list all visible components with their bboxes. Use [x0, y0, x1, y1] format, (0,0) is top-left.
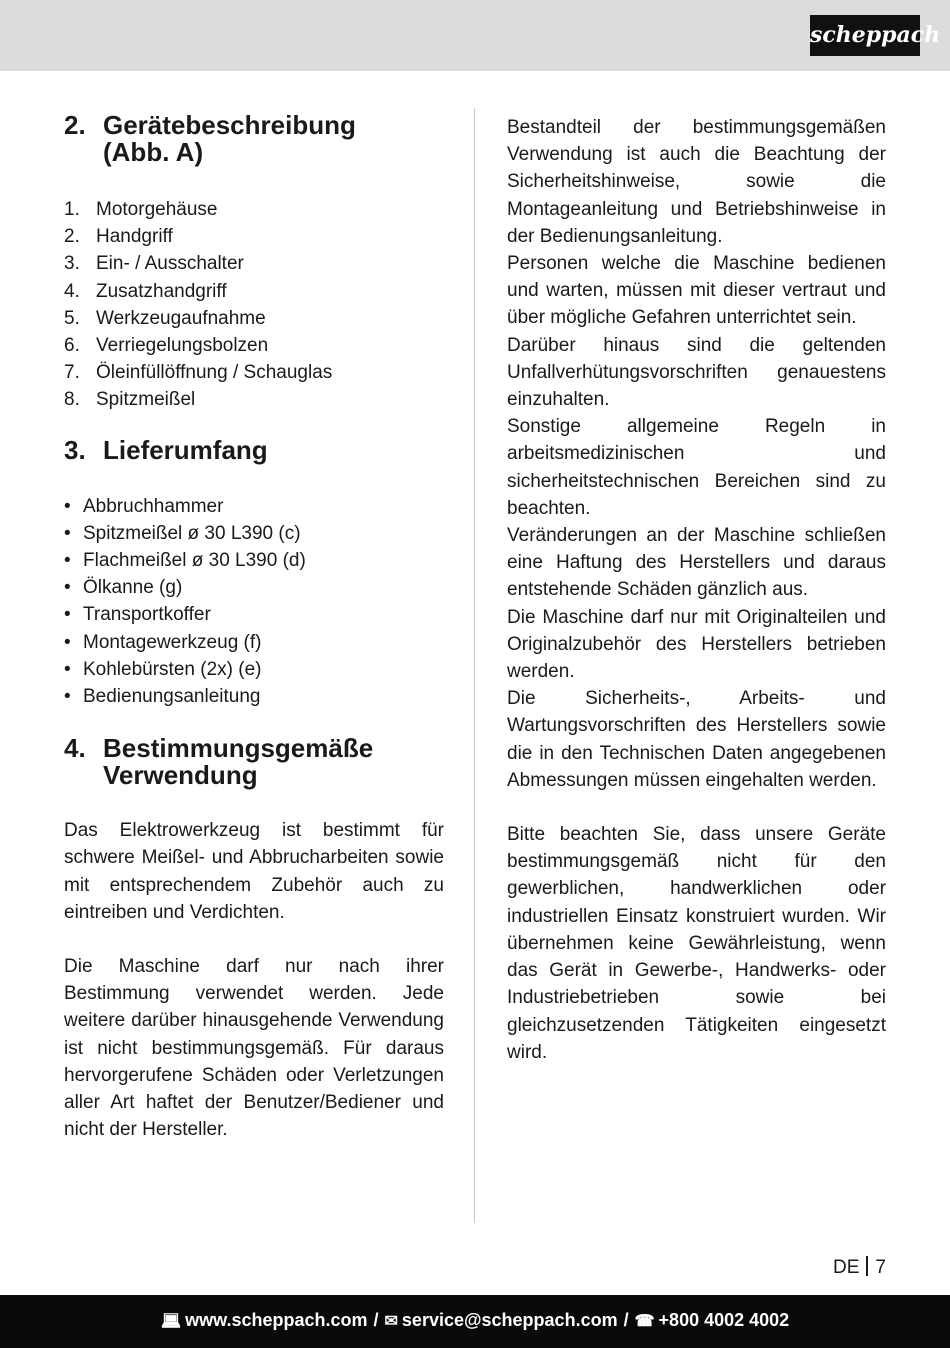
parts-list-item: 1. Motorgehäuse	[64, 199, 218, 220]
scope-list-item: • Abbruchhammer	[64, 495, 224, 517]
scope-list-item: • Kohlebürsten (2x) (e)	[64, 658, 262, 680]
scheppach-logo: scheppach	[810, 15, 920, 56]
intended-use-paragraph: Das Elektrowerkzeug ist bestimmt für schwere Meißel- und Abbrucharbeiten sowie mit entsprechendem Zubehör auch zu eintreiben und Verdichten.	[64, 820, 444, 923]
delivery-scope-list	[64, 493, 444, 711]
paragraph-modifications: Veränderungen an der Maschine schließen eine Haftung des Herstellers und daraus entstehende Schäden gänzlich aus.	[507, 525, 886, 601]
section-3-heading: 3. Lieferumfang	[64, 434, 268, 465]
page-number-separator	[866, 1256, 868, 1276]
parts-list-item: 8. Spitzmeißel	[64, 389, 196, 411]
phone-number[interactable]: +800 4002 4002	[658, 1310, 790, 1330]
left-column	[64, 108, 444, 1143]
phone-icon: ☎	[634, 1313, 655, 1330]
computer-icon: 💻︎	[160, 1313, 182, 1330]
footer-bar: 💻︎ www.scheppach.com / ✉ service@scheppach.com / ☎ +800 4002 4002	[0, 1295, 950, 1348]
parts-list	[64, 196, 444, 414]
email-link[interactable]: service@scheppach.com	[401, 1310, 618, 1330]
section-4-heading: 4. Bestimmungsgemäße Verwendung	[64, 733, 374, 791]
column-divider	[474, 108, 475, 1223]
scope-list-item: • Bedienungsanleitung	[64, 686, 261, 708]
email-icon: ✉	[384, 1313, 398, 1330]
section-2-heading: 2. Gerätebeschreibung (Abb. A)	[64, 110, 356, 167]
scope-list-item: • Ölkanne (g)	[64, 577, 183, 599]
paragraph-regulations: Die Sicherheits-, Arbeits- und Wartungsvorschriften des Herstellers sowie die in den Technischen Daten angegebenen Abmessungen müssen eingehalten werden.	[507, 688, 886, 791]
scope-list-item: • Spitzmeißel ø 30 L390 (c)	[64, 522, 301, 544]
scope-list-item: • Transportkoffer	[64, 604, 211, 626]
page-number: DE 7	[833, 1257, 886, 1278]
parts-list-item: 2. Handgriff	[64, 226, 173, 248]
parts-list-item: 6. Verriegelungsbolzen	[64, 335, 269, 357]
paragraph-safety-notes: Bestandteil der bestimmungsgemäßen Verwendung ist auch die Beachtung der Sicherheitshinweise, sowie die Montageanleitung und Betriebshinweise in der Bedienungsanleitung.	[507, 117, 886, 247]
parts-list-item: 4. Zusatzhandgriff	[64, 280, 227, 302]
paragraph-operators: Personen welche die Maschine bedienen und warten, müssen mit dieser vertraut und über mögliche Gefahren unterrichtet sein.	[507, 253, 886, 329]
parts-list-item: 3. Ein- / Ausschalter	[64, 253, 244, 275]
section-4-body	[64, 817, 444, 1143]
website-link[interactable]: www.scheppach.com	[185, 1310, 368, 1330]
usage-restriction-paragraph: Die Maschine darf nur nach ihrer Bestimmung verwendet werden. Jede weitere darüber hinausgehende Verwendung ist nicht bestimmungsgemäß. Für daraus hervorgerufene Schäden oder Verletzungen aller Art haftet der Benutzer/Bediener und nicht der Hersteller.	[64, 956, 444, 1141]
scope-list-item: • Flachmeißel ø 30 L390 (d)	[64, 550, 306, 572]
parts-list-item: 7. Öleinfüllöffnung / Schauglas	[64, 362, 333, 384]
header-bar	[0, 0, 950, 71]
paragraph-original-parts: Die Maschine darf nur mit Originalteilen und Originalzubehör des Herstellers betrieben werden.	[507, 606, 886, 683]
paragraph-general-rules: Sonstige allgemeine Regeln in arbeitsmedizinischen und sicherheitstechnischen Bereichen sind zu beachten.	[507, 416, 886, 519]
paragraph-accident-prevention: Darüber hinaus sind die geltenden Unfallverhütungsvorschriften genauestens einzuhalten.	[507, 334, 886, 411]
scope-list-item: • Montagewerkzeug (f)	[64, 631, 262, 653]
parts-list-item: 5. Werkzeugaufnahme	[64, 307, 266, 329]
right-column	[507, 114, 886, 1066]
paragraph-warranty: Bitte beachten Sie, dass unsere Geräte bestimmungsgemäß nicht für den gewerblichen, handwerklichen oder industriellen Einsatz konstruiert wurden. Wir übernehmen keine Gewährleistung, wenn das Gerät in Gewerbe-, Handwerks- oder Industriebetrieben sowie bei gleichzusetzenden Tätigkeiten eingesetzt wird.	[507, 824, 886, 1063]
